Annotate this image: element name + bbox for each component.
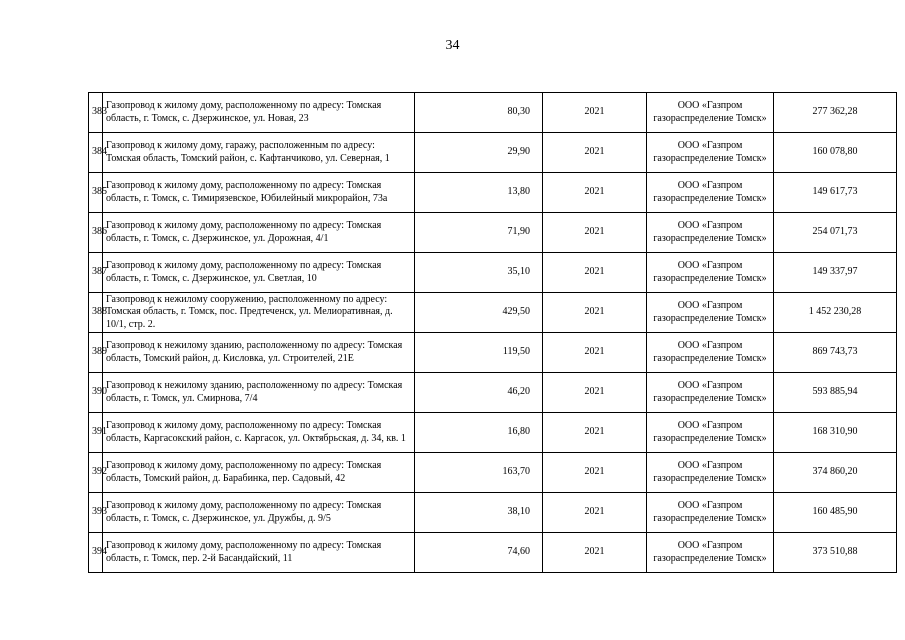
length-cell: 119,50 bbox=[415, 333, 543, 373]
year-cell: 2021 bbox=[543, 373, 647, 413]
cost-cell: 254 071,73 bbox=[774, 213, 897, 253]
table-row bbox=[89, 93, 897, 133]
owner-cell: ООО «Газпром газораспределение Томск» bbox=[647, 333, 774, 373]
cost-cell: 160 485,90 bbox=[774, 493, 897, 533]
cost-cell: 149 617,73 bbox=[774, 173, 897, 213]
description-cell: Газопровод к жилому дому, гаражу, расположенным по адресу: Томская область, Томский район, с. Кафтанчиково, ул. Северная, 1 bbox=[103, 133, 415, 173]
year-cell: 2021 bbox=[543, 213, 647, 253]
row-number-cell: 388 bbox=[89, 293, 103, 333]
cost-cell: 160 078,80 bbox=[774, 133, 897, 173]
length-cell: 29,90 bbox=[415, 133, 543, 173]
length-cell: 71,90 bbox=[415, 213, 543, 253]
owner-cell: ООО «Газпром газораспределение Томск» bbox=[647, 373, 774, 413]
length-cell: 429,50 bbox=[415, 293, 543, 333]
page-number: 34 bbox=[445, 38, 460, 53]
owner-cell: ООО «Газпром газораспределение Томск» bbox=[647, 213, 774, 253]
length-cell: 35,10 bbox=[415, 253, 543, 293]
cost-cell: 373 510,88 bbox=[774, 533, 897, 573]
owner-cell: ООО «Газпром газораспределение Томск» bbox=[647, 93, 774, 133]
year-cell: 2021 bbox=[543, 253, 647, 293]
owner-cell: ООО «Газпром газораспределение Томск» bbox=[647, 173, 774, 213]
year-cell: 2021 bbox=[543, 493, 647, 533]
row-number-cell: 391 bbox=[89, 413, 103, 453]
table-row bbox=[89, 293, 897, 333]
description-cell: Газопровод к нежилому зданию, расположенному по адресу: Томская область, Томский район, д. Кисловка, ул. Строителей, 21Е bbox=[103, 333, 415, 373]
table-row bbox=[89, 253, 897, 293]
table-row bbox=[89, 173, 897, 213]
table-body bbox=[89, 93, 897, 573]
assets-table bbox=[88, 92, 897, 573]
year-cell: 2021 bbox=[543, 93, 647, 133]
description-cell: Газопровод к нежилому сооружению, расположенному по адресу: Томская область, г. Томск, пос. Предтеченск, ул. Мелиоративная, д. 10/1, стр. 2. bbox=[103, 293, 415, 333]
length-cell: 74,60 bbox=[415, 533, 543, 573]
description-cell: Газопровод к жилому дому, расположенному по адресу: Томская область, г. Томск, с. Дзержинское, ул. Светлая, 10 bbox=[103, 253, 415, 293]
row-number-cell: 384 bbox=[89, 133, 103, 173]
table-row bbox=[89, 213, 897, 253]
description-cell: Газопровод к жилому дому, расположенному по адресу: Томская область, Томский район, д. Барабинка, пер. Садовый, 42 bbox=[103, 453, 415, 493]
cost-cell: 277 362,28 bbox=[774, 93, 897, 133]
table-row bbox=[89, 533, 897, 573]
length-cell: 16,80 bbox=[415, 413, 543, 453]
description-cell: Газопровод к жилому дому, расположенному по адресу: Томская область, г. Томск, с. Дзержинское, ул. Дружбы, д. 9/5 bbox=[103, 493, 415, 533]
cost-cell: 374 860,20 bbox=[774, 453, 897, 493]
table-row bbox=[89, 133, 897, 173]
year-cell: 2021 bbox=[543, 293, 647, 333]
description-cell: Газопровод к нежилому зданию, расположенному по адресу: Томская область, г. Томск, ул. Смирнова, 7/4 bbox=[103, 373, 415, 413]
table-row bbox=[89, 453, 897, 493]
length-cell: 46,20 bbox=[415, 373, 543, 413]
length-cell: 80,30 bbox=[415, 93, 543, 133]
year-cell: 2021 bbox=[543, 453, 647, 493]
owner-cell: ООО «Газпром газораспределение Томск» bbox=[647, 413, 774, 453]
cost-cell: 168 310,90 bbox=[774, 413, 897, 453]
row-number-cell: 385 bbox=[89, 173, 103, 213]
row-number-cell: 393 bbox=[89, 493, 103, 533]
cost-cell: 869 743,73 bbox=[774, 333, 897, 373]
table-row bbox=[89, 373, 897, 413]
length-cell: 38,10 bbox=[415, 493, 543, 533]
cost-cell: 149 337,97 bbox=[774, 253, 897, 293]
year-cell: 2021 bbox=[543, 173, 647, 213]
year-cell: 2021 bbox=[543, 413, 647, 453]
description-cell: Газопровод к жилому дому, расположенному по адресу: Томская область, Каргасокский район, с. Каргасок, ул. Октябрьская, д. 34, кв. 1 bbox=[103, 413, 415, 453]
row-number-cell: 386 bbox=[89, 213, 103, 253]
length-cell: 13,80 bbox=[415, 173, 543, 213]
length-cell: 163,70 bbox=[415, 453, 543, 493]
owner-cell: ООО «Газпром газораспределение Томск» bbox=[647, 453, 774, 493]
year-cell: 2021 bbox=[543, 333, 647, 373]
row-number-cell: 392 bbox=[89, 453, 103, 493]
table-row bbox=[89, 413, 897, 453]
owner-cell: ООО «Газпром газораспределение Томск» bbox=[647, 533, 774, 573]
description-cell: Газопровод к жилому дому, расположенному по адресу: Томская область, г. Томск, с. Тимирязевское, Юбилейный микрорайон, 73а bbox=[103, 173, 415, 213]
cost-cell: 593 885,94 bbox=[774, 373, 897, 413]
owner-cell: ООО «Газпром газораспределение Томск» bbox=[647, 293, 774, 333]
owner-cell: ООО «Газпром газораспределение Томск» bbox=[647, 253, 774, 293]
row-number-cell: 387 bbox=[89, 253, 103, 293]
table-row bbox=[89, 493, 897, 533]
description-cell: Газопровод к жилому дому, расположенному по адресу: Томская область, г. Томск, с. Дзержинское, ул. Дорожная, 4/1 bbox=[103, 213, 415, 253]
owner-cell: ООО «Газпром газораспределение Томск» bbox=[647, 493, 774, 533]
row-number-cell: 394 bbox=[89, 533, 103, 573]
year-cell: 2021 bbox=[543, 533, 647, 573]
table-row bbox=[89, 333, 897, 373]
row-number-cell: 383 bbox=[89, 93, 103, 133]
year-cell: 2021 bbox=[543, 133, 647, 173]
description-cell: Газопровод к жилому дому, расположенному по адресу: Томская область, г. Томск, пер. 2-й Басандайский, 11 bbox=[103, 533, 415, 573]
description-cell: Газопровод к жилому дому, расположенному по адресу: Томская область, г. Томск, с. Дзержинское, ул. Новая, 23 bbox=[103, 93, 415, 133]
row-number-cell: 390 bbox=[89, 373, 103, 413]
cost-cell: 1 452 230,28 bbox=[774, 293, 897, 333]
owner-cell: ООО «Газпром газораспределение Томск» bbox=[647, 133, 774, 173]
row-number-cell: 389 bbox=[89, 333, 103, 373]
